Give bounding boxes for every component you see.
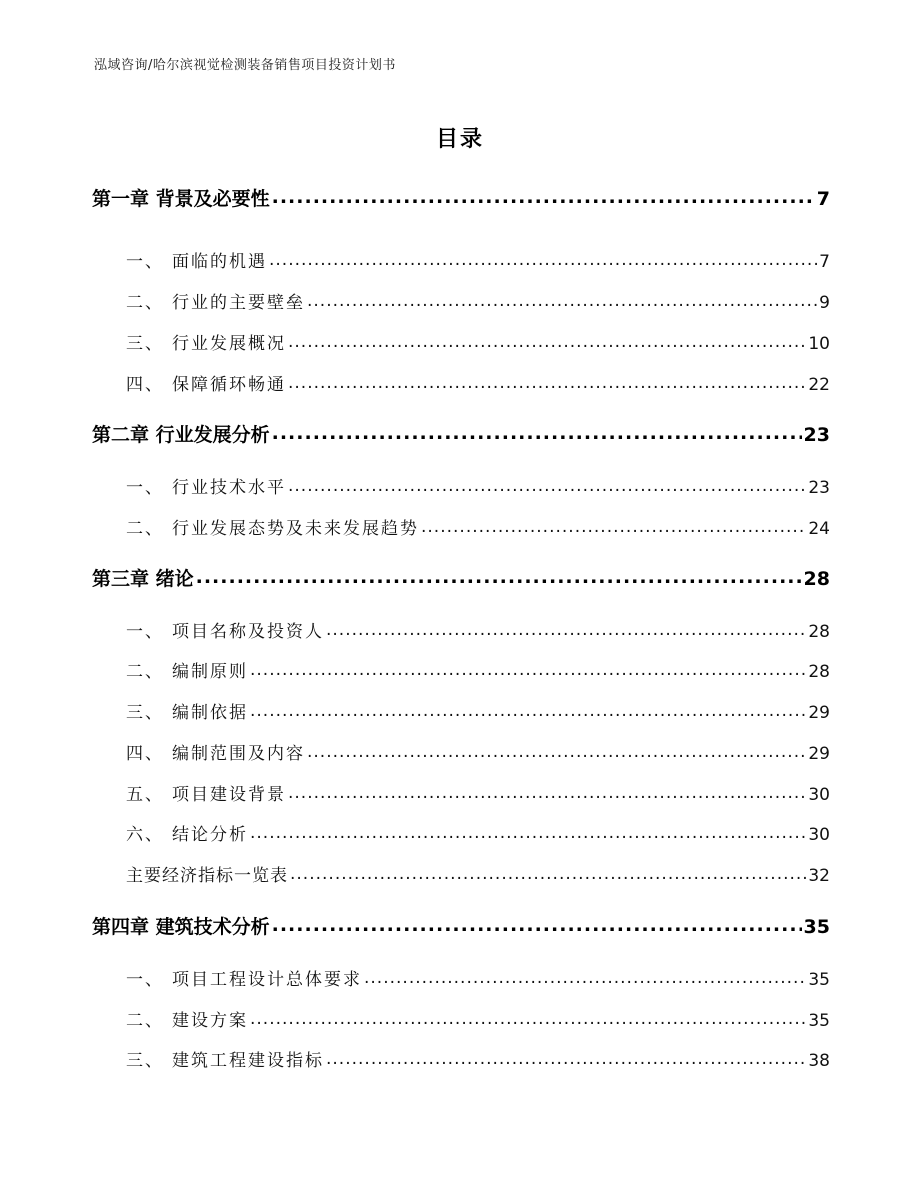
page-title: 目录 (435, 127, 484, 152)
toc-page-number: 23 (808, 478, 830, 498)
toc-section-title: 项目工程设计总体要求 (172, 970, 362, 990)
toc-section[interactable] (126, 1006, 830, 1031)
toc-section-title: 行业技术水平 (172, 478, 286, 498)
toc-section-title: 项目建设背景 (172, 785, 286, 805)
toc-section-title: 面临的机遇 (172, 252, 267, 272)
toc-section-title: 编制范围及内容 (172, 744, 305, 764)
toc-section-number: 一、 (126, 622, 164, 642)
toc-page-number: 28 (808, 622, 830, 642)
leader-dots (288, 332, 806, 349)
toc-section-title: 编制依据 (172, 703, 248, 723)
toc-page-number: 24 (808, 519, 830, 539)
leader-dots (250, 1009, 806, 1026)
toc-section-number: 五、 (126, 785, 164, 805)
toc-section-number: 三、 (126, 334, 164, 354)
toc-chapter-2[interactable] (92, 420, 830, 447)
toc-section-number: 二、 (126, 293, 164, 313)
toc-section[interactable] (126, 780, 830, 805)
leader-dots (250, 823, 806, 840)
toc-section-title: 项目名称及投资人 (172, 622, 324, 642)
leader-dots (288, 783, 806, 800)
toc-page-number: 30 (808, 785, 830, 805)
toc-page-number: 10 (808, 334, 830, 354)
toc-section[interactable] (126, 514, 830, 539)
toc-page-number: 29 (808, 744, 830, 764)
toc-section[interactable] (126, 739, 830, 764)
toc-page-number: 30 (808, 825, 830, 845)
leader-dots (326, 620, 806, 637)
toc-chapter-1[interactable] (92, 184, 830, 211)
toc-page-number: 9 (819, 293, 830, 313)
toc-chapter-label: 第四章 建筑技术分析 (92, 916, 270, 938)
toc-section-number: 二、 (126, 662, 164, 682)
leader-dots (288, 476, 806, 493)
toc-section-title: 行业的主要壁垒 (172, 293, 305, 313)
leader-dots (196, 566, 802, 585)
leader-dots (290, 864, 806, 881)
toc-page-number: 35 (808, 1011, 830, 1031)
toc-section-number: 一、 (126, 970, 164, 990)
leader-dots (364, 968, 806, 985)
toc-section-number: 二、 (126, 519, 164, 539)
toc-table-entry[interactable] (126, 861, 830, 886)
toc-section-number: 二、 (126, 1011, 164, 1031)
toc-page-number: 28 (808, 662, 830, 682)
toc-page-number: 28 (803, 568, 830, 590)
toc-section[interactable] (126, 965, 830, 990)
leader-dots (250, 660, 806, 677)
toc-section[interactable] (126, 617, 830, 642)
toc-section[interactable] (126, 820, 830, 845)
leader-dots (272, 914, 802, 933)
toc-section[interactable] (126, 370, 830, 395)
toc-section[interactable] (126, 473, 830, 498)
leader-dots (272, 186, 815, 205)
toc-page-number: 29 (808, 703, 830, 723)
toc-section-number: 四、 (126, 375, 164, 395)
leader-dots (326, 1049, 806, 1066)
toc-section-number: 三、 (126, 1051, 164, 1071)
toc-section-title: 行业发展态势及未来发展趋势 (172, 519, 419, 539)
toc-page-number: 32 (808, 866, 830, 886)
toc-section[interactable] (126, 247, 830, 272)
leader-dots (288, 373, 806, 390)
leader-dots (421, 517, 806, 534)
leader-dots (307, 742, 806, 759)
toc-section-number: 一、 (126, 478, 164, 498)
toc-section-title: 主要经济指标一览表 (126, 866, 288, 886)
toc-section-title: 保障循环畅通 (172, 375, 286, 395)
toc-page-number: 38 (808, 1051, 830, 1071)
toc-section-title: 结论分析 (172, 825, 248, 845)
toc-page-number: 7 (816, 188, 830, 210)
toc-section-title: 建筑工程建设指标 (172, 1051, 324, 1071)
toc-section[interactable] (126, 329, 830, 354)
leader-dots (307, 291, 817, 308)
toc-section-title: 编制原则 (172, 662, 248, 682)
toc-section-number: 四、 (126, 744, 164, 764)
toc-chapter-3[interactable] (92, 564, 830, 591)
toc-section-title: 建设方案 (172, 1011, 248, 1031)
toc-page-number: 35 (803, 916, 830, 938)
leader-dots (269, 250, 817, 267)
toc-section[interactable] (126, 698, 830, 723)
toc-chapter-label: 第三章 绪论 (92, 568, 194, 590)
toc-chapter-label: 第一章 背景及必要性 (92, 188, 270, 210)
toc-page-number: 35 (808, 970, 830, 990)
toc-section[interactable] (126, 657, 830, 682)
toc-page-number: 7 (819, 252, 830, 272)
leader-dots (250, 701, 806, 718)
running-header: 泓域咨询/哈尔滨视觉检测装备销售项目投资计划书 (94, 58, 396, 73)
toc-section[interactable] (126, 1046, 830, 1071)
toc-section-number: 三、 (126, 703, 164, 723)
toc-section[interactable] (126, 288, 830, 313)
toc-page-number: 23 (803, 424, 830, 446)
leader-dots (272, 422, 802, 441)
toc-chapter-4[interactable] (92, 912, 830, 939)
toc-section-title: 行业发展概况 (172, 334, 286, 354)
toc-chapter-label: 第二章 行业发展分析 (92, 424, 270, 446)
toc-section-number: 六、 (126, 825, 164, 845)
toc-section-number: 一、 (126, 252, 164, 272)
toc-page-number: 22 (808, 375, 830, 395)
